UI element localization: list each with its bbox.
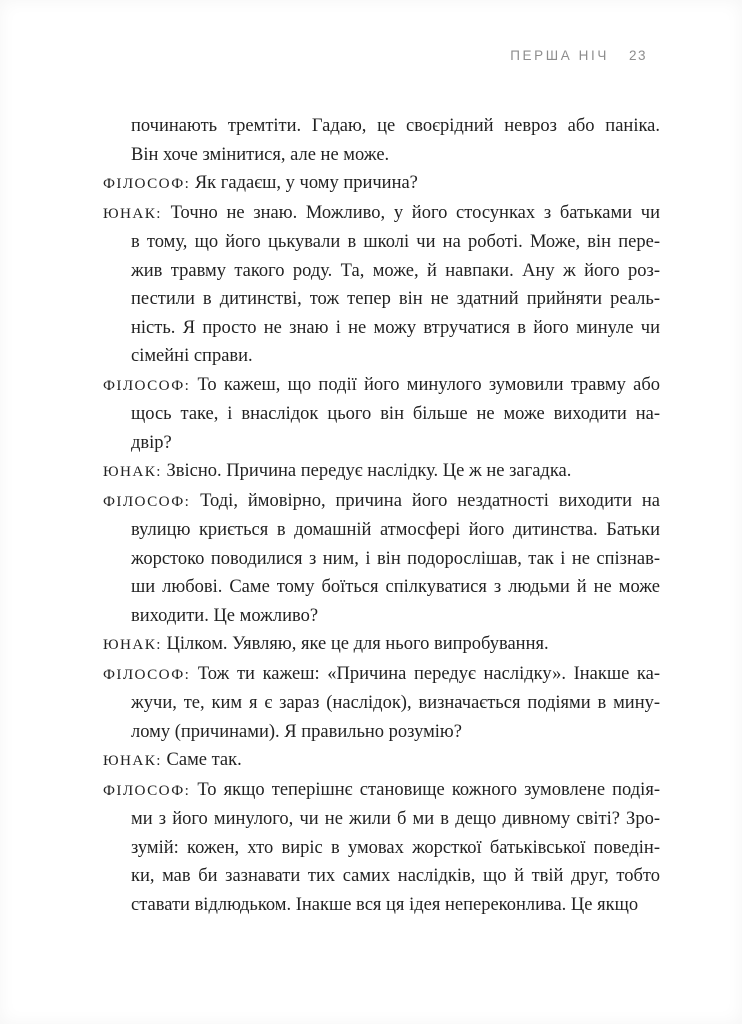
page-number: 23 [628,48,647,63]
dialogue-line: зумій: кожен, хто виріс в умовах жорсткої батьківської поведін- [131,837,660,858]
speaker-label: ФІЛОСОФ: [103,665,191,683]
dialogue-line: жучи, те, ким я є зараз (наслідок), визначається подіями в мину- [131,693,660,713]
dialogue-line: ЮНАК: Звісно. Причина передує наслідку. Це ж не загадка. [103,461,572,481]
dialogue-line: Він хоче змінитися, але не може. [131,144,390,165]
dialogue-line: ФІЛОСОФ: Тоді, ймовірно, причина його нездатності виходити на [103,490,660,511]
dialogue-line: в тому, що його цькували в школі чи на роботі. Може, він пере- [131,232,660,252]
dialogue-line: ставати відлюдьком. Інакше вся ця ідея непереконлива. Це якщо [131,894,639,915]
speaker-label: ЮНАК: [103,204,162,222]
dialogue-line: щось таке, і внаслідок цього він більше не може виходити на- [131,404,660,424]
dialogue-line: ми з його минулого, чи не жили б ми в дещо дивному світі? Зро- [131,809,660,829]
dialogue-line: жив травму такого роду. Та, може, й навпаки. Ану ж його роз- [131,260,660,281]
dialogue-line: вулицю криється в домашній атмосфері його дитинства. Батьки [131,520,660,540]
dialogue-line: ність. Я просто не знаю і не можу втручатися в його минуле чи [131,317,660,338]
dialogue-line: сімейні справи. [131,346,253,366]
speaker-label: ФІЛОСОФ: [103,781,191,799]
dialogue-line: виходити. Це можливо? [131,605,319,626]
dialogue-line: ФІЛОСОФ: Тож ти кажеш: «Причина передує наслідку». Інакше ка- [103,663,660,684]
speaker-label: ФІЛОСОФ: [103,376,191,394]
dialogue-line: ЮНАК: Точно не знаю. Можливо, у його стосунках з батьками чи [103,202,660,223]
dialogue-line: пестили в дитинстві, тож тепер він не здатний прийняти реаль- [131,289,660,309]
dialogue-line: ЮНАК: Цілком. Уявляю, яке це для нього випробування. [103,634,549,654]
dialogue-line: ФІЛОСОФ: Як гадаєш, у чому причина? [103,173,418,193]
dialogue-line: ФІЛОСОФ: То якщо теперішнє становище кожного зумовлене подія- [103,779,660,800]
dialogue-line: двір? [131,432,172,453]
running-head [510,48,647,63]
speaker-label: ФІЛОСОФ: [103,492,191,510]
chapter-title: ПЕРША НІЧ [510,48,609,63]
speaker-label: ЮНАК: [103,752,162,769]
dialogue-line: лому (причинами). Я правильно розумію? [131,721,462,742]
speaker-label: ЮНАК: [103,636,162,653]
dialogue-line: ЮНАК: Саме так. [103,750,242,770]
dialogue-line: жорстоко поводилися з ним, і він подорослішав, так і не спізнав- [131,548,660,569]
dialogue-line: ФІЛОСОФ: То кажеш, що події його минулого зумовили травму або [103,374,660,395]
dialogue-line: ши любові. Саме тому боїться спілкуватися з людьми й не може [131,577,660,597]
dialogue-line: ки, мав би зазнавати тих самих наслідків, що й твій друг, тобто [131,866,660,886]
dialogue-text-block [103,112,660,919]
dialogue-line: починають тремтіти. Гадаю, це своєрідний невроз або паніка. [131,116,660,136]
speaker-label: ЮНАК: [103,463,162,480]
speaker-label: ФІЛОСОФ: [103,175,191,192]
